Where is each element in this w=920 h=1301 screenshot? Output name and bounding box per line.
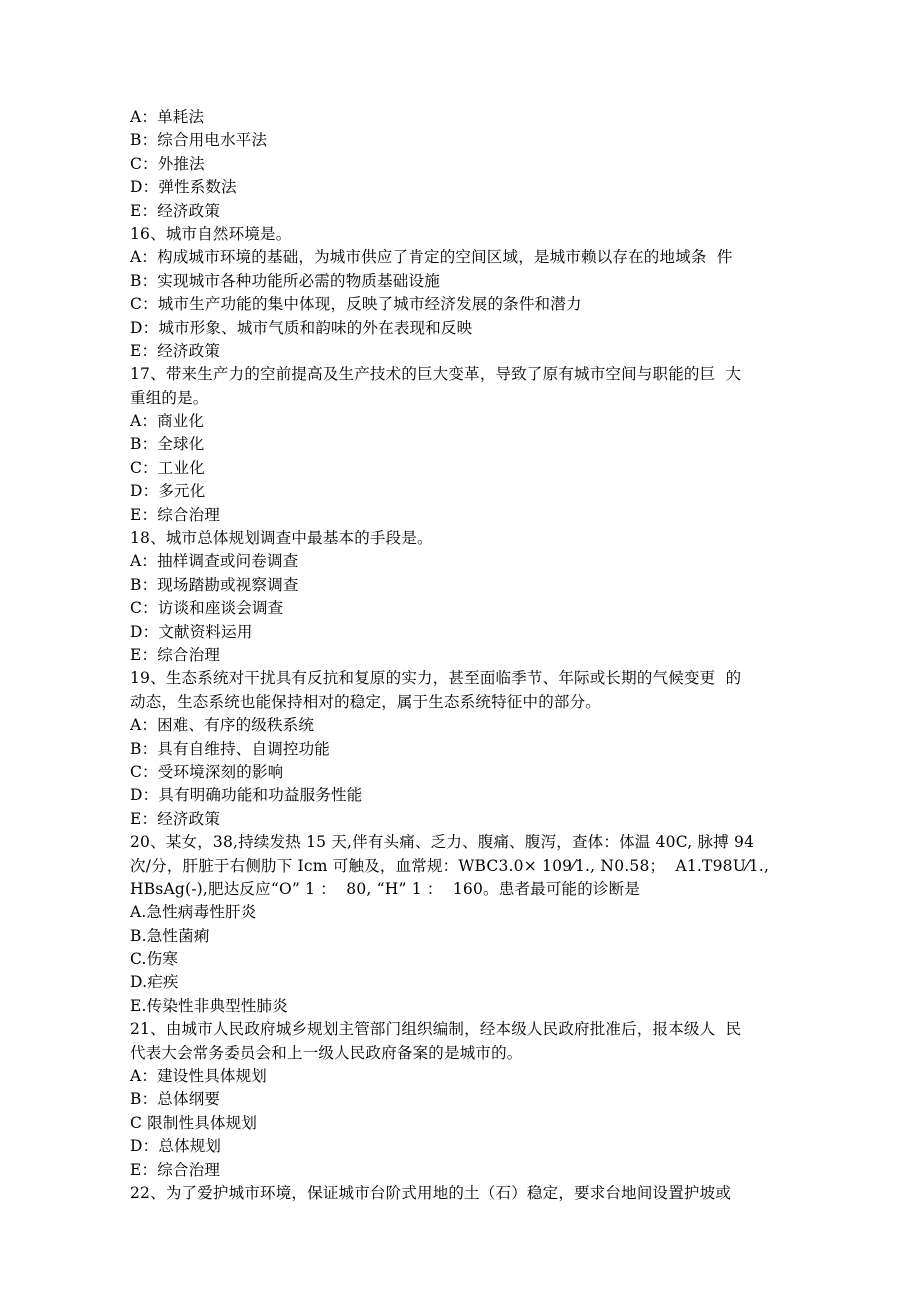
text-line: A：构成城市环境的基础，为城市供应了肯定的空间区域，是城市赖以存在的地域条 件 (130, 248, 733, 267)
text-line: B.急性菌痢 (130, 926, 210, 945)
text-line: C：工业化 (130, 458, 205, 477)
text-line: C：城市生产功能的集中体现，反映了城市经济发展的条件和潜力 (130, 295, 582, 314)
text-line: A：困难、有序的级秩系统 (130, 716, 315, 735)
text-line: B：综合用电水平法 (130, 131, 268, 150)
text-line: E.传染性非典型性肺炎 (130, 996, 288, 1015)
text-line: A：抽样调查或问卷调查 (130, 552, 299, 571)
text-line: E：经济政策 (130, 809, 221, 828)
question-17: 17、带来生产力的空前提高及生产技术的巨大变革，导致了原有城市空间与职能的巨 大 (130, 365, 742, 384)
text-line: A：单耗法 (130, 108, 205, 126)
question-22: 22、为了爱护城市环境，保证城市台阶式用地的土（石）稳定，要求台地间设置护坡或 (130, 1183, 732, 1202)
text-line: D：弹性系数法 (130, 178, 237, 197)
text-line: A：商业化 (130, 412, 205, 431)
text-line: B：全球化 (130, 435, 205, 454)
question-19: 19、生态系统对干扰具有反抗和复原的实力，甚至面临季节、年际或长期的气候变更 的 (130, 669, 742, 688)
text-line: D：多元化 (130, 482, 206, 501)
text-line: D.疟疾 (130, 973, 179, 992)
text-line: 动态，生态系统也能保持相对的稳定，属于生态系统特征中的部分。 (130, 692, 602, 711)
question-16: 16、城市自然环境是。 (130, 224, 292, 243)
text-line: 次/分，肝脏于右侧肋下 Icm 可触及，血常规：WBC3.0× 109⁄1., N0.58； A1.T98U⁄1., (130, 856, 770, 875)
question-20: 20、某女，38,持续发热 15 天,伴有头痛、乏力、腹痛、腹泻，查体：体温 40C, 脉搏 94 (130, 833, 755, 852)
text-line: D：总体规划 (130, 1137, 222, 1156)
text-line: E：综合治理 (130, 505, 221, 524)
text-line: B：现场踏勘或视察调查 (130, 575, 299, 594)
text-line: D：城市形象、城市气质和韵味的外在表现和反映 (130, 318, 473, 337)
text-line: E：经济政策 (130, 341, 221, 360)
text-line: B：具有自维持、自调控功能 (130, 739, 330, 758)
text-line: D：文献资料运用 (130, 622, 253, 641)
text-line: HBsAg(-),肥达反应“O” 1 ： 80, “H” 1 ： 160。患者最可能的诊断是 (130, 879, 641, 898)
text-line: 代表大会常务委员会和上一级人民政府备案的是城市的。 (130, 1043, 523, 1062)
text-line: E：综合治理 (130, 1160, 221, 1179)
text-line: C.伤寒 (130, 950, 179, 969)
text-line: C：外推法 (130, 154, 205, 173)
text-line: D：具有明确功能和功益服务性能 (130, 786, 363, 805)
text-line: E：经济政策 (130, 201, 221, 220)
question-21: 21、由城市人民政府城乡规划主管部门组织编制，经本级人民政府批准后，报本级人 民 (130, 1020, 742, 1039)
text-line: C：访谈和座谈会调查 (130, 599, 284, 618)
text-line: C 限制性具体规划 (130, 1113, 258, 1132)
text-line: B：总体纲要 (130, 1090, 221, 1109)
text-line: 重组的是。 (130, 388, 209, 407)
text-line: A.急性病毒性肝炎 (130, 903, 257, 922)
text-line: B：实现城市各种功能所必需的物质基础设施 (130, 271, 440, 290)
text-line: A：建设性具体规划 (130, 1067, 267, 1086)
question-18: 18、城市总体规划调查中最基本的手段是。 (130, 529, 433, 548)
text-line: E：综合治理 (130, 645, 221, 664)
document-body (130, 106, 790, 1205)
text-line: C：受环境深刻的影响 (130, 762, 284, 781)
